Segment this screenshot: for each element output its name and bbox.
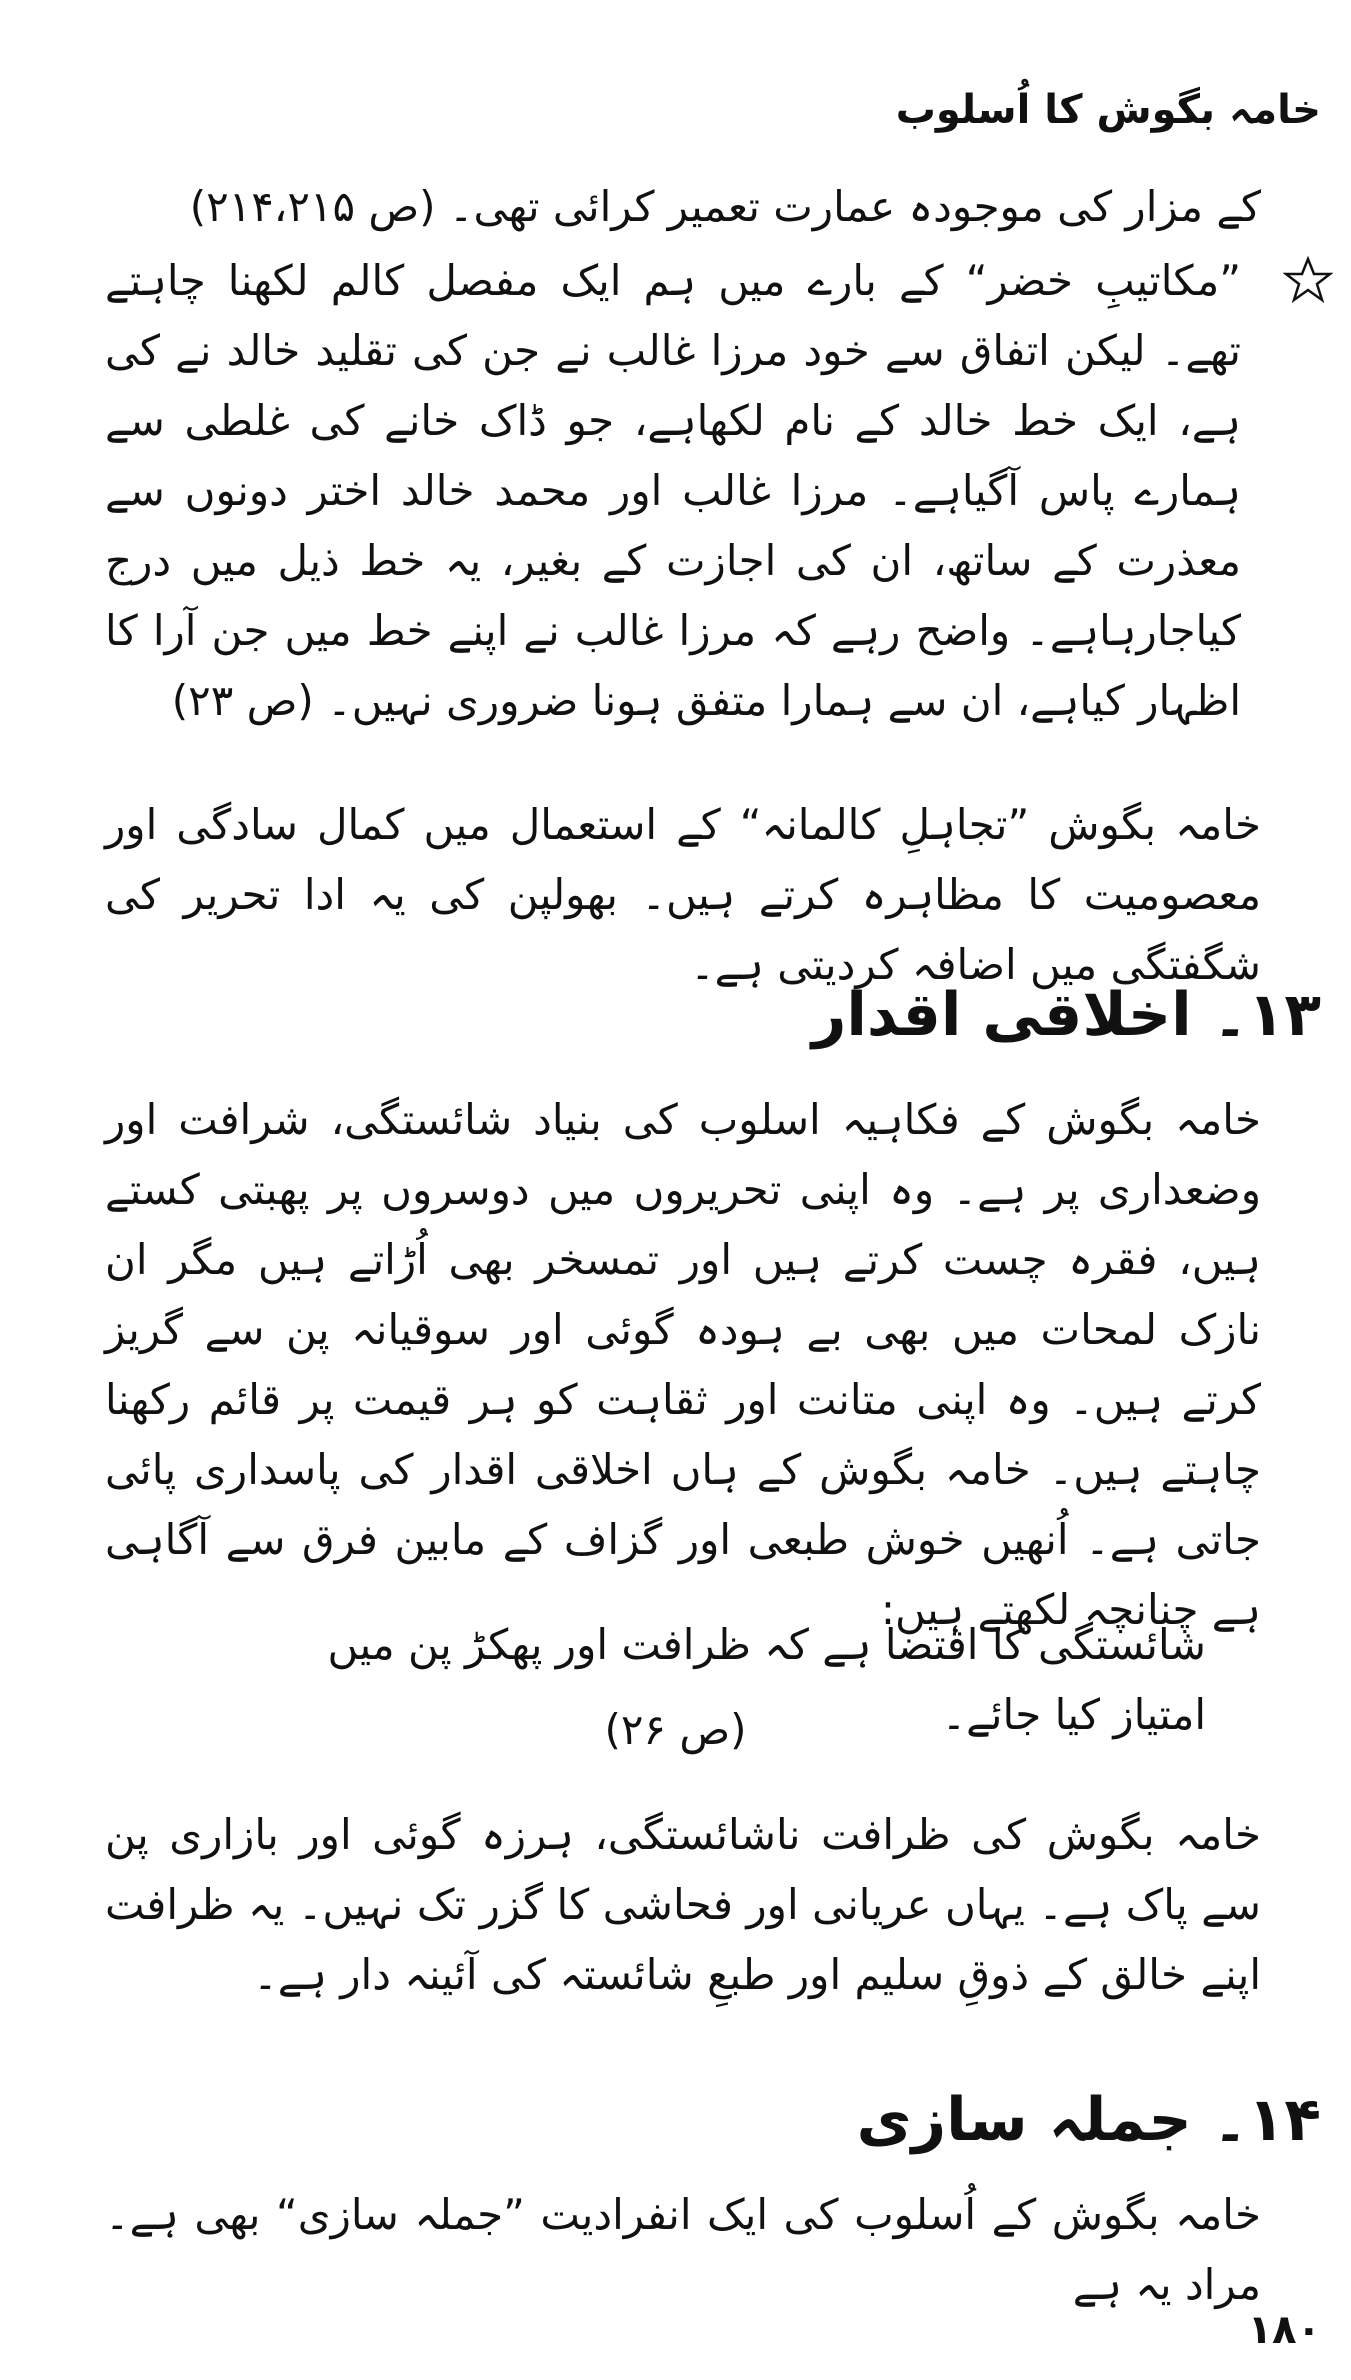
- intro-line-text: کے مزار کی موجودہ عمارت تعمیر کرائی تھی۔ (ص ۲۱۴،۲۱۵): [189, 182, 1261, 231]
- paragraph-tajahul: [105, 790, 1321, 1000]
- quote-reference: (ص ۲۶): [604, 1705, 747, 1754]
- paragraph-jumla: [105, 2180, 1321, 2320]
- paragraph-zarafat-text: خامہ بگوش کی ظرافت ناشائستگی، ہرزہ گوئی اور بازاری پن سے پاک ہے۔ یہاں عریانی اور فحاشی کا گزر تک نہیں۔ یہ ظرافت اپنے خالق کے ذوقِ سلیم اور طبعِ شائستہ کی آئینہ دار ہے۔: [105, 1810, 1261, 1999]
- paragraph-akhlaqi-text: خامہ بگوش کے فکاہیہ اسلوب کی بنیاد شائستگی، شرافت اور وضعداری پر ہے۔ وہ اپنی تحریروں میں دوسروں پر پھبتی کستے ہیں، فقرہ چست کرتے ہیں اور تمسخر بھی اُڑاتے ہیں مگر ان نازک لمحات میں بھی بے ہودہ گوئی اور سوقیانہ پن سے گریز کرتے ہیں۔ وہ اپنی متانت اور ثقاہت کو ہر قیمت پر قائم رکھنا چاہتے ہیں۔ خامہ بگوش کے ہاں اخلاقی اقدار کی پاسداری پائی جاتی ہے۔ اُنھیں خوش طبعی اور گزاف کے مابین فرق سے آگاہی ہے چنانچہ لکھتے ہیں:: [105, 1095, 1261, 1634]
- running-head: خامہ بگوش کا اُسلوب: [895, 87, 1321, 133]
- section-heading-13: ۱۳۔ اخلاقی اقدار: [811, 980, 1321, 1050]
- paragraph-tajahul-text: خامہ بگوش ”تجاہلِ کالمانہ“ کے استعمال میں کمال سادگی اور معصومیت کا مظاہرہ کرتے ہیں۔ بھولپن کی یہ ادا تحریر کی شگفتگی میں اضافہ کردیتی ہے۔: [105, 800, 1261, 989]
- paragraph-zarafat: [105, 1800, 1321, 2010]
- section-heading-14: ۱۴۔ جملہ سازی: [856, 2085, 1321, 2155]
- note-paragraph-text: ”مکاتیبِ خضر“ کے بارے میں ہم ایک مفصل کالم لکھنا چاہتے تھے۔ لیکن اتفاق سے خود مرزا غالب نے جن کی تقلید خالد نے کی ہے، ایک خط خالد کے نام لکھاہے، جو ڈاک خانے کی غلطی سے ہمارے پاس آگیاہے۔ مرزا غالب اور محمد خالد اختر دونوں سے معذرت کے ساتھ، ان کی اجازت کے بغیر، یہ خط ذیل میں درج کیاجارہاہے۔ واضح رہے کہ مرزا غالب نے اپنے خط میں جن آرا کا اظہار کیاہے، ان سے ہمارا متفق ہونا ضروری نہیں۔ (ص ۲۳): [105, 256, 1241, 725]
- intro-line: [105, 172, 1321, 242]
- paragraph-jumla-text: خامہ بگوش کے اُسلوب کی ایک انفرادیت ”جملہ سازی“ بھی ہے۔ مراد یہ ہے: [105, 2190, 1261, 2309]
- page-number: ۱۸۰: [1247, 2307, 1321, 2353]
- note-paragraph: [105, 246, 1241, 736]
- block-quote: شائستگی کا اقتضا ہے کہ ظرافت اور پھکڑ پن میں امتیاز کیا جائے۔: [327, 1620, 1206, 1739]
- star-icon: [1283, 255, 1333, 305]
- paragraph-akhlaqi: [105, 1085, 1321, 1645]
